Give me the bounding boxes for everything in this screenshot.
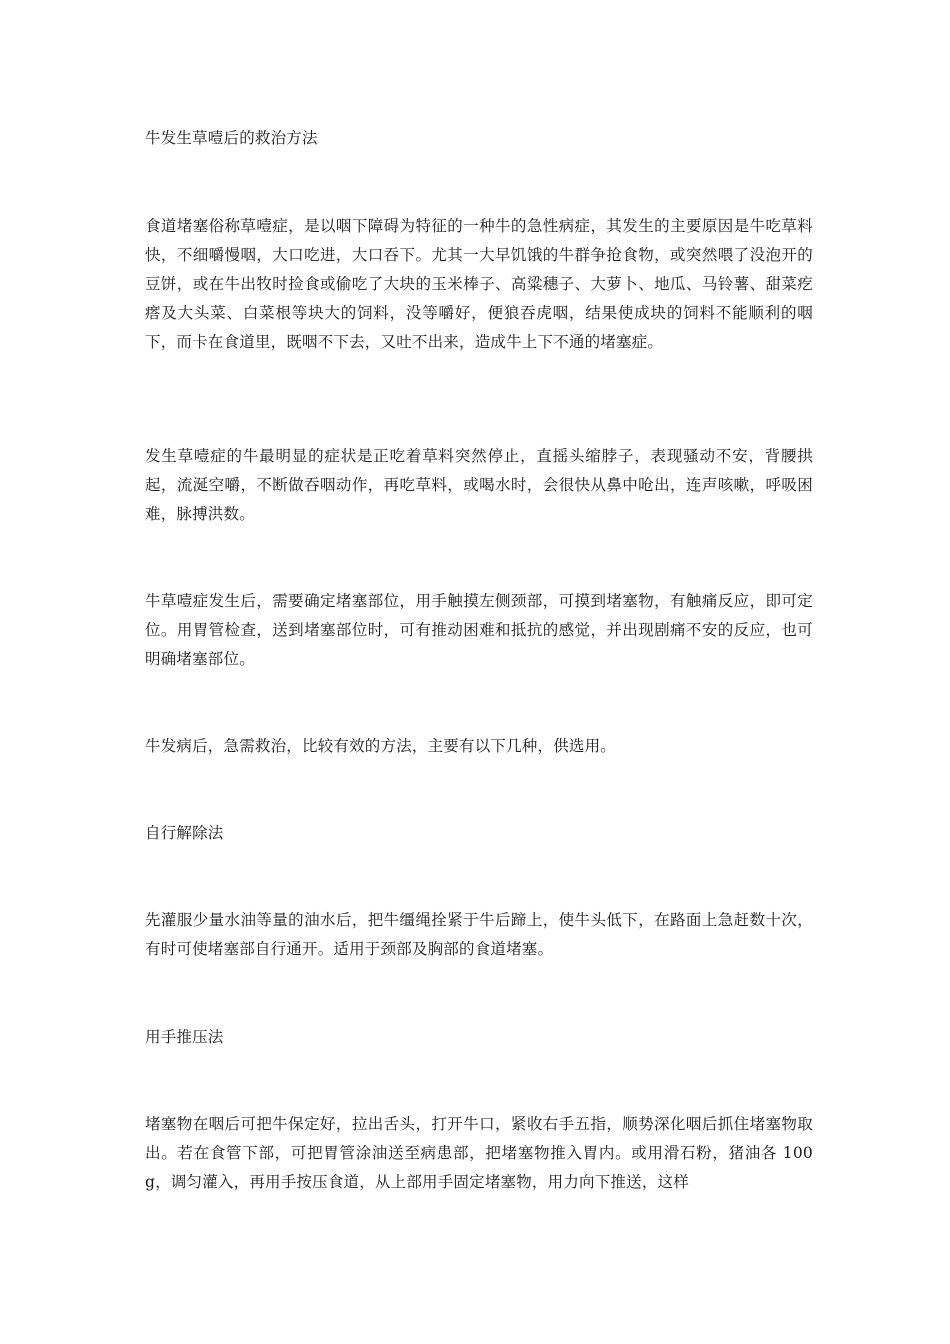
document-title: 牛发生草噎后的救治方法 xyxy=(145,129,318,147)
paragraph-locating-obstruction: 牛草噎症发生后，需要确定堵塞部位，用手触摸左侧颈部，可摸到堵塞物，有触痛反应，即可定位。用胃管检查，送到堵塞部位时，可有推动困难和抵抗的感觉，并出现剧痛不安的反应，也可明确堵塞部位。 xyxy=(145,592,813,668)
section-heading-manual-push: 用手推压法 xyxy=(145,1028,224,1046)
paragraph-symptoms: 发生草噎症的牛最明显的症状是正吃着草料突然停止，直摇头缩脖子，表现骚动不安，背腰拱起，流涎空嚼，不断做吞咽动作，再吃草料，或喝水时，会很快从鼻中呛出，连声咳嗽，呼吸困难，脉搏洪数。 xyxy=(145,447,813,523)
section-heading-self-clearing: 自行解除法 xyxy=(145,824,224,842)
section-text-manual-push: 堵塞物在咽后可把牛保定好，拉出舌头，打开牛口，紧收右手五指，顺势深化咽后抓住堵塞物取出。若在食管下部，可把胃管涂油送至病患部，把堵塞物推入胃内。或用滑石粉，猪油各 100g，调匀灌入，再用手按压食道，从上部用手固定堵塞物，用力向下推送，这样 xyxy=(145,1115,813,1191)
section-text-self-clearing: 先灌服少量水油等量的油水后，把牛缰绳拴紧于牛后蹄上，使牛头低下，在路面上急赶数十次，有时可使堵塞部自行通开。适用于颈部及胸部的食道堵塞。 xyxy=(145,911,813,958)
paragraph-esophageal-obstruction-cause: 食道堵塞俗称草噎症，是以咽下障碍为特征的一种牛的急性病症，其发生的主要原因是牛吃草料快，不细嚼慢咽，大口吃进，大口吞下。尤其一大早饥饿的牛群争抢食物，或突然喂了没泡开的豆饼，或在牛出牧时捡食或偷吃了大块的玉米棒子、高粱穗子、大萝卜、地瓜、马铃薯、甜菜疙瘩及大头菜、白菜根等块大的饲料，没等嚼好，便狼吞虎咽，结果使成块的饲料不能顺利的咽下，而卡在食道里，既咽不下去，又吐不出来，造成牛上下不通的堵塞症。 xyxy=(145,217,813,351)
paragraph-treatment-intro: 牛发病后，急需救治，比较有效的方法，主要有以下几种，供选用。 xyxy=(145,737,617,755)
